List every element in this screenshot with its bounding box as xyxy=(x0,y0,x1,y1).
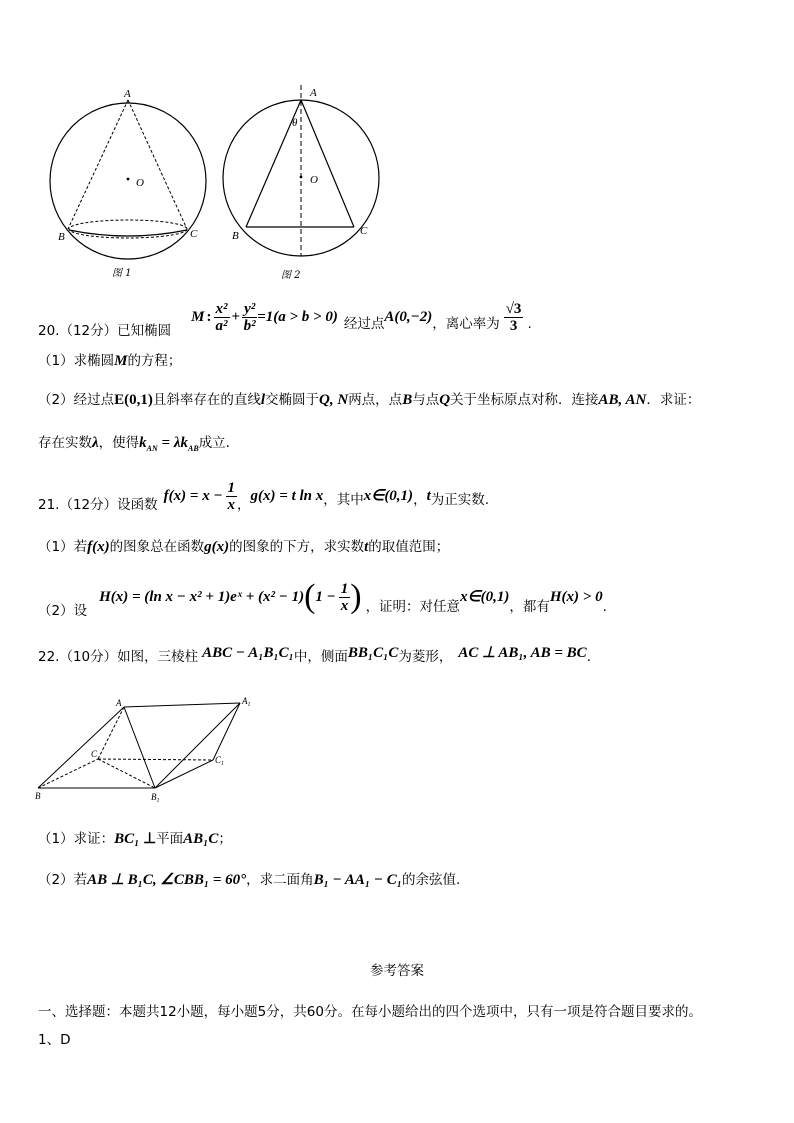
q21-number: 21.（12分）设函数 xyxy=(38,497,158,513)
q22-rhombus: 为菱形， xyxy=(398,649,453,665)
answer-1: 1、D xyxy=(38,1032,71,1048)
figure-circles xyxy=(40,80,400,285)
q20-p2-l2-b: ，使得 xyxy=(98,435,140,451)
figure-1 xyxy=(50,88,206,279)
q20-p2-f: 关于坐标原点对称．连接 xyxy=(450,392,599,408)
q20-p2-g: ．求证： xyxy=(646,392,701,408)
q21-part1 xyxy=(38,538,449,556)
q20-p2-ABAN: AB, AN xyxy=(598,392,647,408)
q21-p1-c: 的图象的下方，求实数 xyxy=(229,539,365,555)
fig2-label-theta: θ xyxy=(292,117,298,129)
q20-number: 20.（12分）已知椭圆 xyxy=(38,323,172,339)
q20-ellipse-M: M xyxy=(191,309,205,325)
prism-label-C: C xyxy=(91,749,98,759)
fig1-label-O: O xyxy=(136,177,144,189)
q20-p2-Q: Q xyxy=(439,392,451,408)
q21-tpos-a: ， xyxy=(413,492,427,508)
q20-p2-b: 且斜率存在的直线 xyxy=(152,392,261,408)
q20-through: 经过点 xyxy=(343,316,385,332)
fig2-label-O: O xyxy=(310,174,318,186)
q20-part1 xyxy=(38,352,181,370)
q20-p2-QN: Q, N xyxy=(319,392,349,408)
q20-p1-prefix: （1）求椭圆 xyxy=(38,353,115,369)
q20-p2-l: l xyxy=(260,392,266,408)
q21-paren-close: ) xyxy=(350,578,362,615)
q20-ecc-text: ，离心率为 xyxy=(432,316,500,332)
prism-label-B: B xyxy=(35,791,41,801)
q21-t: t xyxy=(426,488,431,504)
q20-p1-M: M xyxy=(114,353,128,369)
q20-p2-d: 两点，点 xyxy=(348,392,403,408)
q20-eccentricity: $\frac{√3}{3}$ xyxy=(505,300,522,334)
q20-p2-a: （2）经过点 xyxy=(38,392,115,408)
q22-p1-bc: BC₁ xyxy=(114,831,140,847)
q22-p1-b: 平面 xyxy=(156,831,184,847)
q22-prism: ABC − A₁B₁C₁ xyxy=(202,645,294,661)
q22-p2-b: ，求二面角 xyxy=(246,872,314,888)
q20-eq-rest: =1(a > b > 0) xyxy=(257,309,338,325)
prism-label-B1: $B_1$ xyxy=(151,792,160,804)
q21-p1-d: 的取值范围； xyxy=(368,539,450,555)
prism-label-C1: $C_1$ xyxy=(215,755,225,767)
q21-p1-b: 的图象总在函数 xyxy=(109,539,205,555)
q21-p2-a: （2）设 xyxy=(38,603,88,619)
q21-p1-a: （1）若 xyxy=(38,539,88,555)
fig2-caption: 图 2 xyxy=(281,270,301,281)
fig1-caption: 图 1 xyxy=(112,268,132,279)
q21-one-minus: 1 − xyxy=(315,589,336,605)
q22-part1 xyxy=(38,830,232,848)
q20-p2-l2-a: 存在实数 xyxy=(38,435,92,451)
prism-label-A1: $A_1$ xyxy=(242,696,251,708)
q22-mid: 中，侧面 xyxy=(293,649,348,665)
q21-gx: g(x) = t ln x xyxy=(250,488,324,504)
q20-p2-l2-c: 成立. xyxy=(198,435,230,451)
q22-part2 xyxy=(38,871,460,889)
q21-p2-Hgt: H(x) > 0 xyxy=(549,589,603,605)
answers-title: 参考答案 xyxy=(370,963,424,979)
q22-p1-plane: AB₁C xyxy=(183,831,219,847)
fig2-label-C: C xyxy=(360,225,368,237)
q22-p2-c: 的余弦值. xyxy=(402,872,461,888)
q21-xin: x∈(0,1) xyxy=(363,488,414,504)
q21-tpos-b: 为正实数. xyxy=(430,492,490,508)
prism-label-A: A xyxy=(116,698,122,708)
q21-part2 xyxy=(38,574,607,620)
q21-p1-g: g(x) xyxy=(204,539,230,555)
q22-end: . xyxy=(586,649,591,665)
q22-face: BB₁C₁C xyxy=(347,645,399,661)
q20-part2 xyxy=(38,391,700,409)
q21-p1-t: t xyxy=(364,539,369,555)
q21-p2-b: ，证明：对任意 xyxy=(365,599,461,615)
q20-p2-E: E(0,1) xyxy=(114,392,153,408)
q20-p1-suffix: 的方程； xyxy=(127,353,182,369)
q20-frac-x: $\frac{\text{x²}}{\text{a²}}$ xyxy=(215,300,228,334)
q20-p2-c: 交椭圆于 xyxy=(265,392,320,408)
q20-slope-eq: $k_{AN} = \lambda k_{AB}$ xyxy=(139,435,199,453)
figure-2 xyxy=(223,85,379,281)
fig1-label-A: A xyxy=(124,88,131,100)
q21-comma: ， xyxy=(237,497,251,513)
q21-p2-H: H(x) = (ln x − x² + 1)eˣ + (x² − 1) xyxy=(99,589,305,605)
q21-p2-xin: x∈(0,1) xyxy=(460,589,510,605)
q22-p2-angle: B₁ − AA₁ − C₁ xyxy=(313,872,402,888)
q22-number: 22.（10分）如图，三棱柱 xyxy=(38,649,199,665)
q20-frac-y: $\frac{\text{y²}}{\text{b²}}$ xyxy=(243,300,256,334)
q20-lambda: λ xyxy=(92,435,99,451)
fig1-label-C: C xyxy=(190,228,198,240)
q20-line1: 20.（12分）已知椭圆 M : $\frac{\text{x²}}{\text{a²}}$ + $\frac{\text{y²}}{\text{b²}}$ =1(a > b > 0) 经过点 A(0,−2) ，离心率为 $\frac{√3}{3}$ . xyxy=(38,300,532,339)
q21-fx: f(x) = x − xyxy=(163,488,223,504)
q21-line1 xyxy=(38,474,489,518)
q21-p2-d: . xyxy=(602,599,607,615)
fig2-label-A: A xyxy=(310,87,317,99)
fig2-label-B: B xyxy=(232,230,239,242)
q22-p2-a: （2）若 xyxy=(38,872,88,888)
q20-p2-B: B xyxy=(402,392,413,408)
q20-point: A(0,−2) xyxy=(384,309,433,325)
q22-p1-a: （1）求证： xyxy=(38,831,115,847)
q22-p2-cond: AB ⊥ B₁C, ∠CBB₁ = 60° xyxy=(87,872,247,888)
q21-p1-f: f(x) xyxy=(87,539,110,555)
q22-line1 xyxy=(38,640,591,666)
q21-paren-open: ( xyxy=(304,578,316,615)
answers-section1: 一、选择题：本题共12小题，每小题5分，共60分。在每小题给出的四个选项中，只有一项是符合题目要求的。 xyxy=(38,1004,702,1020)
fig1-label-B: B xyxy=(58,231,65,243)
q22-p1-perp: ⊥ xyxy=(139,831,157,847)
q20-p2-e: 与点 xyxy=(412,392,440,408)
q21-where: ，其中 xyxy=(323,492,364,508)
q20-part2-line2 xyxy=(38,434,230,458)
figure-prism xyxy=(30,690,270,805)
q22-p1-c: ； xyxy=(218,831,232,847)
q22-cond: AC ⊥ AB₁, AB = BC xyxy=(458,645,587,661)
q21-p2-frac: $\frac{1}{x}$ xyxy=(340,580,349,614)
q21-p2-c: ，都有 xyxy=(509,599,550,615)
q20-period: . xyxy=(527,316,532,332)
q21-frac: $\frac{1}{x}$ xyxy=(227,479,236,513)
